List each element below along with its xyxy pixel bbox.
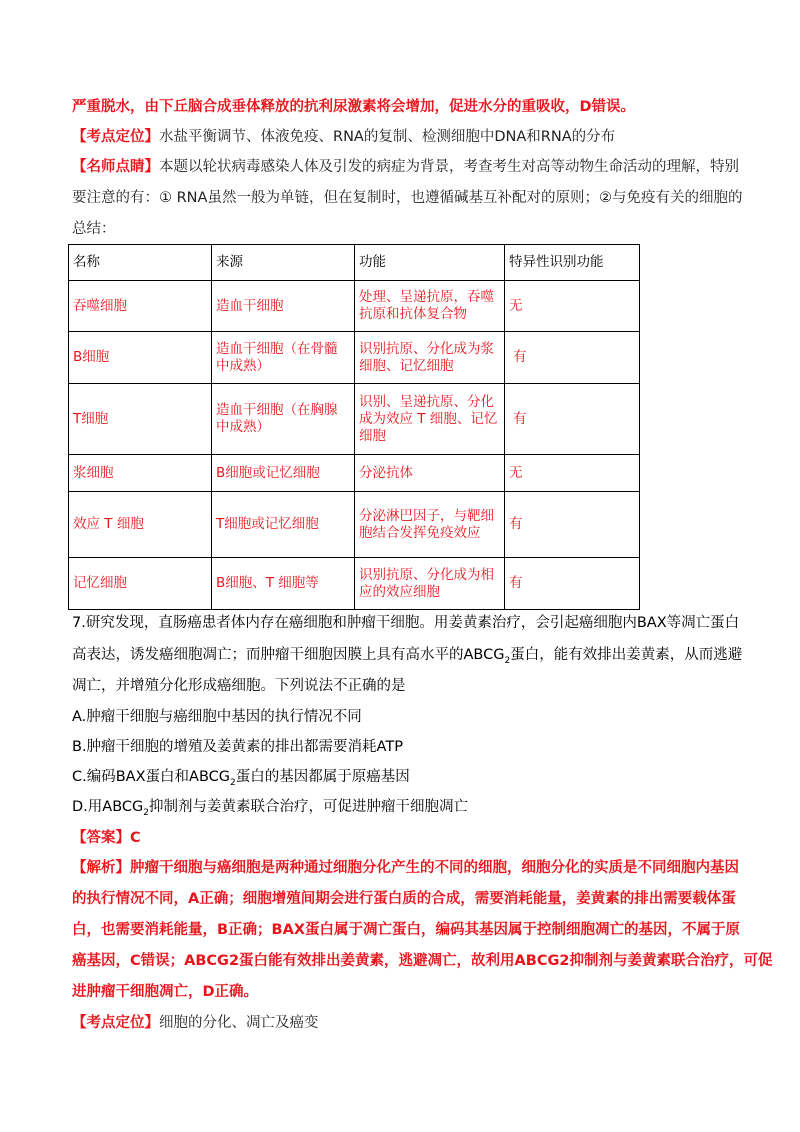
table-header-row: [69, 245, 640, 281]
question-stem-2: [72, 645, 743, 671]
option-a: A.肿瘤干细胞与癌细胞中基因的执行情况不同: [72, 709, 362, 725]
analysis-text-4: 癌基因，C错误；ABCG2蛋白能有效排出姜黄素，逃避凋亡，故利用ABCG2抑制剂与姜黄素联合治疗，可促: [72, 953, 773, 969]
table-cell-function: 处理、呈递抗原，吞噬抗原和抗体复合物: [355, 281, 505, 332]
analysis-text-3: 白，也需要消耗能量，B正确；BAX蛋白属于凋亡蛋白，编码其基因属于控制细胞凋亡的基因，不属于原: [72, 922, 741, 938]
table-cell-function: 识别抗原、分化成为浆细胞、记忆细胞: [355, 332, 505, 384]
table-row: [69, 281, 640, 332]
table-cell-specificity: 无: [505, 281, 640, 332]
mingshi-line-1: [72, 157, 739, 177]
analysis-text-5: 进肿瘤干细胞凋亡，D正确。: [72, 984, 259, 1000]
option-c-sub: 2: [230, 777, 236, 788]
table-row: [69, 384, 640, 455]
table-cell-source: 造血干细胞（在胸腺中成熟）: [212, 384, 355, 455]
table-row: [69, 558, 640, 610]
option-b: B.肿瘤干细胞的增殖及姜黄素的排出都需要消耗ATP: [72, 739, 403, 755]
mingshi-tag: 【名师点睛】: [72, 159, 159, 175]
option-d-sub: 2: [143, 807, 149, 818]
table-cell-source: 造血干细胞（在骨髓中成熟）: [212, 332, 355, 384]
mingshi-text-3: 总结：: [72, 221, 116, 237]
answer-line: [72, 828, 732, 848]
intro-line-1: 严重脱水，由下丘脑合成垂体释放的抗利尿激素将会增加，促进水分的重吸收，D错误。: [72, 99, 636, 115]
question-stem-2b: 蛋白，能有效排出姜黄素，从而逃避: [510, 647, 743, 663]
kaodian-text-1: 水盐平衡调节、体液免疫、RNA的复制、检测细胞中DNA和RNA的分布: [159, 129, 616, 145]
table-cell-function: 识别、呈递抗原、分化成为效应 T 细胞、记忆细胞: [355, 384, 505, 455]
question-stem-1: 7.研究发现，直肠癌患者体内存在癌细胞和肿瘤干细胞。用姜黄素治疗，会引起癌细胞内BAX等凋亡蛋白: [72, 615, 740, 631]
kaodian-line-2: [72, 1013, 732, 1033]
analysis-tag: 【解析】: [72, 860, 130, 876]
table-cell-name: 吞噬细胞: [69, 281, 212, 332]
question-stem-3: 凋亡，并增殖分化形成癌细胞。下列说法不正确的是: [72, 678, 406, 694]
table-cell-specificity: 有: [505, 332, 640, 384]
table-header-function: 功能: [355, 245, 505, 281]
option-d: [72, 797, 732, 823]
table-cell-name: 浆细胞: [69, 455, 212, 492]
kaodian-text-2: 细胞的分化、凋亡及癌变: [159, 1015, 319, 1031]
table-row: [69, 492, 640, 558]
table-cell-specificity: 有: [505, 492, 640, 558]
question-stem-2a: 高表达，诱发癌细胞凋亡；而肿瘤干细胞因膜上具有高水平的ABCG: [72, 647, 505, 663]
answer-value: C: [130, 830, 141, 846]
table-cell-function: 识别抗原、分化成为相应的效应细胞: [355, 558, 505, 610]
table-cell-name: 记忆细胞: [69, 558, 212, 610]
table-cell-function: 分泌淋巴因子，与靶细胞结合发挥免疫效应: [355, 492, 505, 558]
table-cell-source: B细胞或记忆细胞: [212, 455, 355, 492]
kaodian-tag-1: 【考点定位】: [72, 129, 159, 145]
immune-cell-table: [68, 244, 640, 610]
table-header-specificity: 特异性识别功能: [505, 245, 640, 281]
option-c-b: 蛋白的基因都属于原癌基因: [235, 769, 410, 785]
table-cell-specificity: 有: [505, 384, 640, 455]
table-cell-name: 效应 T 细胞: [69, 492, 212, 558]
table-header-source: 来源: [212, 245, 355, 281]
question-stem-2-sub: 2: [504, 655, 511, 666]
option-c-a: C.编码BAX蛋白和ABCG: [72, 769, 231, 785]
table-cell-specificity: 无: [505, 455, 640, 492]
mingshi-text-2: 要注意的有：① RNA虽然一般为单链，但在复制时，也遵循碱基互补配对的原则；②与免疫有关的细胞的: [72, 190, 743, 206]
table-cell-specificity: 有: [505, 558, 640, 610]
table-cell-name: T细胞: [69, 384, 212, 455]
table-header-name: 名称: [69, 245, 212, 281]
table-row: [69, 455, 640, 492]
analysis-line-1: [72, 858, 739, 878]
table-cell-source: B细胞、T 细胞等: [212, 558, 355, 610]
table-cell-name: B细胞: [69, 332, 212, 384]
kaodian-tag-2: 【考点定位】: [72, 1015, 159, 1031]
option-c: [72, 767, 732, 793]
analysis-text-1: 肿瘤干细胞与癌细胞是两种通过细胞分化产生的不同的细胞，细胞分化的实质是不同细胞内基因: [130, 860, 739, 876]
table-row: [69, 332, 640, 384]
answer-tag: 【答案】: [72, 830, 130, 846]
table-cell-source: 造血干细胞: [212, 281, 355, 332]
table-cell-function: 分泌抗体: [355, 455, 505, 492]
kaodian-line-1: [72, 127, 732, 147]
table-cell-source: T细胞或记忆细胞: [212, 492, 355, 558]
option-d-a: D.用ABCG: [72, 799, 144, 815]
analysis-text-2: 的执行情况不同，A正确；细胞增殖间期会进行蛋白质的合成，需要消耗能量，姜黄素的排出需要载体蛋: [72, 891, 736, 907]
mingshi-text-1: 本题以轮状病毒感染人体及引发的病症为背景，考查考生对高等动物生命活动的理解，特别: [159, 159, 739, 175]
option-d-b: 抑制剂与姜黄素联合治疗，可促进肿瘤干细胞凋亡: [148, 799, 468, 815]
